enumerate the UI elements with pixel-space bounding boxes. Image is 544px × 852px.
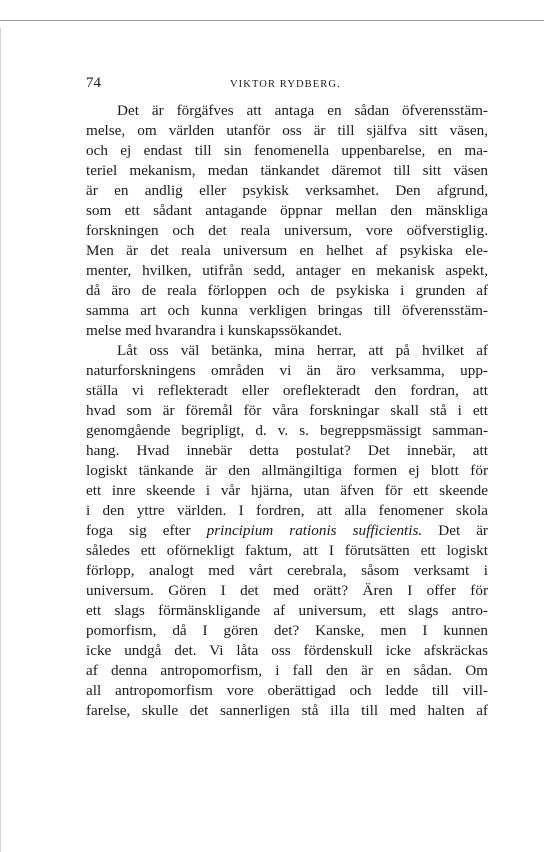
body-text xyxy=(86,101,488,721)
page-edge xyxy=(0,28,1,852)
running-head: VIKTOR RYDBERG. xyxy=(230,79,341,90)
paragraph-1 xyxy=(86,101,488,341)
text-line: Låt oss väl betänka, mina herrar, att på hvilket af xyxy=(117,342,488,359)
text-line: Men är det reala universum en helhet af psykiska ele- xyxy=(86,242,488,259)
text-line: menter, hvilken, utifrån sedd, antager en mekanisk aspekt, xyxy=(86,262,488,279)
top-rule xyxy=(0,20,544,21)
text-line: ett inre skeende i vår hjärna, utan äfven för ett skeende xyxy=(86,482,488,499)
text-line: och ej endast till sin fenomenella uppenbarelse, en ma- xyxy=(86,142,488,159)
text-line: förlopp, analogt med vårt cerebrala, såsom verksamt i xyxy=(86,562,488,579)
text-line: melse, om världen utanför oss är till själfva sitt väsen, xyxy=(86,122,488,139)
text-line: farelse, skulle det sannerligen stå illa till med halten af xyxy=(86,702,488,719)
latin-phrase: principium rationis sufficientis. xyxy=(206,522,423,539)
text-line: samma art och kunna verkligen bringas till öfverensstäm- xyxy=(86,302,488,319)
text-line: universum. Gören I det med orätt? Ären I offer för xyxy=(86,582,488,599)
text-line: icke undgå det. Vi låta oss fördenskull icke afskräckas xyxy=(86,642,488,659)
text-line: hang. Hvad innebär detta postulat? Det innebär, att xyxy=(86,442,488,459)
page-number: 74 xyxy=(86,75,101,91)
text-line: ett slags förmänskligande af universum, ett slags antro- xyxy=(86,602,488,619)
text-line: all antropomorfism vore oberättigad och ledde till vill- xyxy=(86,682,488,699)
text-line: således ett oförnekligt faktum, att I förutsätten ett logiskt xyxy=(86,542,488,559)
text-line: som ett sådant antagande öppnar mellan den mänskliga xyxy=(86,202,488,219)
text-run: foga sig efter xyxy=(86,522,207,539)
text-line: af denna antropomorfism, i fall den är en sådan. Om xyxy=(86,662,488,679)
text-line: då äro de reala förloppen och de psykiska i grunden af xyxy=(86,282,488,299)
paragraph-2 xyxy=(86,341,488,721)
text-run: Det är xyxy=(422,522,488,539)
text-line: forskningen och det reala universum, vore oöfverstiglig. xyxy=(86,222,488,239)
text-line: Det är förgäfves att antaga en sådan öfverensstäm- xyxy=(117,102,488,119)
text-line: melse med hvarandra i kunskapssökandet. xyxy=(86,322,343,339)
text-line: teriel mekanism, medan tänkandet däremot till sitt väsen xyxy=(86,162,488,179)
text-line xyxy=(86,521,488,541)
text-line: är en andlig eller psykisk verksamhet. Den afgrund, xyxy=(86,182,488,199)
text-line: logiskt tänkande är den allmängiltiga formen ej blott för xyxy=(86,462,488,479)
text-line: naturforskningens områden vi än äro verksamma, upp- xyxy=(86,362,488,379)
text-line: i den yttre världen. I fordren, att alla fenomener skola xyxy=(86,502,488,519)
text-line: hvad som är föremål för våra forskningar skall stå i ett xyxy=(86,402,488,419)
text-line: ställa vi reflekteradt eller oreflekteradt den fordran, att xyxy=(86,382,488,399)
text-line: pomorfism, då I gören det? Kanske, men I kunnen xyxy=(86,622,488,639)
text-line: genomgående begripligt, d. v. s. begreppsmässigt samman- xyxy=(86,422,488,439)
